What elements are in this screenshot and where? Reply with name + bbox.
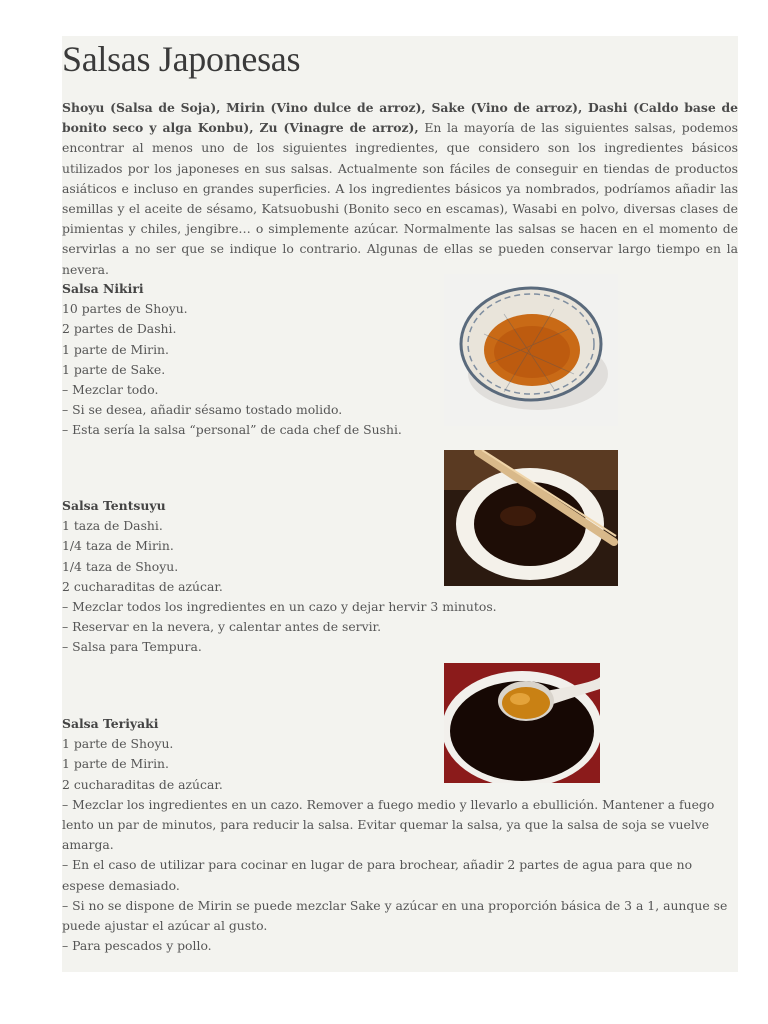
recipe-line: – Esta sería la salsa “personal” de cada chef de Sushi. xyxy=(62,422,402,438)
section-salsa-teriyaki xyxy=(62,714,738,956)
section-salsa-nikiri xyxy=(62,279,738,441)
teriyaki-spoon-illustration xyxy=(444,663,600,783)
nikiri-dish-illustration xyxy=(444,274,618,426)
recipe-line: 1 parte de Sake. xyxy=(62,361,166,377)
recipe-line: – Reservar en la nevera, y calentar antes de servir. xyxy=(62,619,382,635)
intro-ingredients-bold: Shoyu (Salsa de Soja), Mirin (Vino dulce de arroz), Sake (Vino de arroz), Dashi (Caldo base de bonito seco y alga Konbu), Zu (Vinagre de arroz), xyxy=(62,100,738,136)
recipe-line: – Si no se dispone de Mirin se puede mezclar Sake y azúcar en una proporción básica de 3 a 1, aunque se puede ajustar el azúcar al gusto. xyxy=(62,897,728,934)
recipe-line: 10 partes de Shoyu. xyxy=(62,301,188,317)
intro-text: En la mayoría de las siguientes salsas, podemos encontrar al menos uno de los siguientes ingredientes, que considero son los ingredientes básicos utilizados por los japoneses en sus salsas. Actualmente son fáciles de conseguir en tiendas de productos asiáticos e incluso en grandes superficies. A los ingredientes básicos ya nombrados, podríamos añadir las semillas y el aceite de sésamo, Katsuobushi (Bonito seco en escamas), Wasabi en polvo, diversas clases de pimientas y chiles, jengibre… o simplemente azúcar. Normalmente las salsas se hacen en el momento de servirlas a no ser que se indique lo contrario. Algunas de ellas se pueden conservar largo tiempo en la nevera. xyxy=(62,120,738,277)
page-title: Salsas Japonesas xyxy=(62,39,301,79)
document-page xyxy=(62,36,738,972)
recipe-line: 1/4 taza de Shoyu. xyxy=(62,558,179,574)
recipe-line: – Si se desea, añadir sésamo tostado molido. xyxy=(62,402,343,418)
recipe-line: 1 taza de Dashi. xyxy=(62,518,163,534)
recipe-line: – Mezclar todo. xyxy=(62,382,159,398)
photo-tentsuyu-sauce-bowl xyxy=(444,450,618,586)
recipe-line: 1 parte de Mirin. xyxy=(62,341,169,357)
photo-nikiri-sauce-dish xyxy=(444,274,618,426)
recipe-line: 1 parte de Mirin. xyxy=(62,756,169,772)
recipe-line: – En el caso de utilizar para cocinar en lugar de para brochear, añadir 2 partes de agua para que no espese demasiado. xyxy=(62,857,693,893)
section-title: Salsa Tentsuyu xyxy=(62,498,166,513)
intro-paragraph xyxy=(62,98,738,280)
section-title: Salsa Teriyaki xyxy=(62,716,159,731)
photo-teriyaki-sauce-spoon xyxy=(444,663,600,783)
recipe-line: – Mezclar los ingredientes en un cazo. Remover a fuego medio y llevarlo a ebullición. Mantener a fuego lento un par de minutos, para reducir la salsa. Evitar quemar la salsa, ya que la salsa de soja se vuelve amarga. xyxy=(62,796,715,853)
recipe-line: 1/4 taza de Mirin. xyxy=(62,538,174,554)
recipe-line: 2 cucharaditas de azúcar. xyxy=(62,578,223,594)
section-salsa-tentsuyu xyxy=(62,496,738,658)
recipe-line: 1 parte de Shoyu. xyxy=(62,736,174,752)
recipe-line: – Salsa para Tempura. xyxy=(62,639,202,655)
recipe-line: – Mezclar todos los ingredientes en un cazo y dejar hervir 3 minutos. xyxy=(62,599,497,615)
recipe-line: – Para pescados y pollo. xyxy=(62,938,212,954)
recipe-line: 2 cucharaditas de azúcar. xyxy=(62,776,223,792)
recipe-line: 2 partes de Dashi. xyxy=(62,321,177,337)
tentsuyu-bowl-illustration xyxy=(444,450,618,586)
section-title: Salsa Nikiri xyxy=(62,281,144,296)
